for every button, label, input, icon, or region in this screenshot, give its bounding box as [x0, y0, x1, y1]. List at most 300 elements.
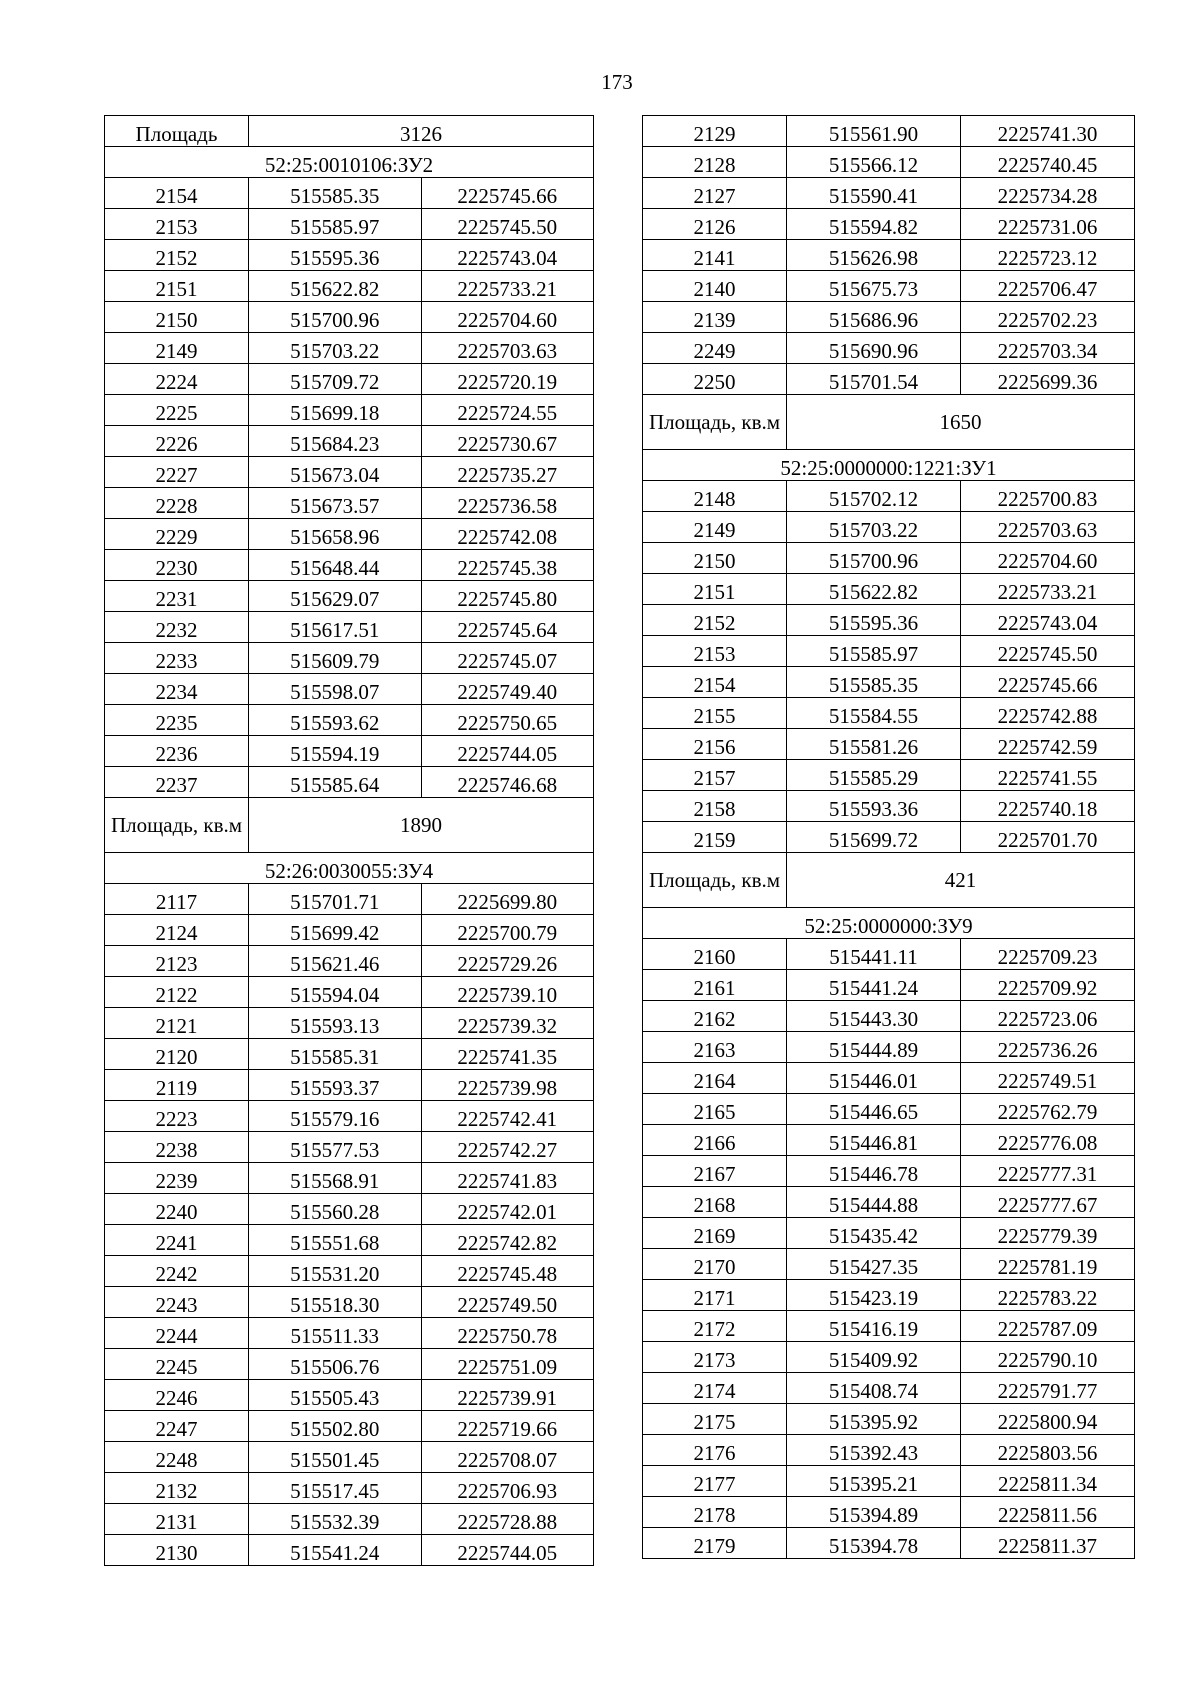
x-coordinate-cell: 515590.41	[787, 178, 961, 209]
x-coordinate-cell: 515622.82	[787, 574, 961, 605]
point-row	[643, 574, 1135, 605]
x-coordinate-cell: 515598.07	[249, 674, 422, 705]
point-number-cell: 2178	[643, 1497, 787, 1528]
point-number-cell: 2132	[105, 1473, 249, 1504]
x-coordinate-cell: 515435.42	[787, 1218, 961, 1249]
point-row	[105, 1132, 594, 1163]
x-coordinate-cell: 515690.96	[787, 333, 961, 364]
y-coordinate-cell: 2225750.65	[421, 705, 594, 736]
point-number-cell: 2131	[105, 1504, 249, 1535]
x-coordinate-cell: 515622.82	[249, 271, 422, 302]
point-row	[105, 674, 594, 705]
y-coordinate-cell: 2225739.10	[421, 977, 594, 1008]
point-number-cell: 2123	[105, 946, 249, 977]
x-coordinate-cell: 515701.54	[787, 364, 961, 395]
x-coordinate-cell: 515518.30	[249, 1287, 422, 1318]
x-coordinate-cell: 515585.97	[787, 636, 961, 667]
right-table-body	[643, 116, 1135, 1559]
area-label-cell: Площадь, кв.м	[643, 853, 787, 908]
x-coordinate-cell: 515394.89	[787, 1497, 961, 1528]
point-number-cell: 2172	[643, 1311, 787, 1342]
x-coordinate-cell: 515626.98	[787, 240, 961, 271]
y-coordinate-cell: 2225702.23	[961, 302, 1135, 333]
y-coordinate-cell: 2225723.12	[961, 240, 1135, 271]
x-coordinate-cell: 515511.33	[249, 1318, 422, 1349]
x-coordinate-cell: 515684.23	[249, 426, 422, 457]
y-coordinate-cell: 2225742.08	[421, 519, 594, 550]
x-coordinate-cell: 515593.36	[787, 791, 961, 822]
point-row	[105, 1318, 594, 1349]
y-coordinate-cell: 2225708.07	[421, 1442, 594, 1473]
y-coordinate-cell: 2225709.23	[961, 939, 1135, 970]
point-number-cell: 2232	[105, 612, 249, 643]
x-coordinate-cell: 515648.44	[249, 550, 422, 581]
y-coordinate-cell: 2225703.34	[961, 333, 1135, 364]
x-coordinate-cell: 515579.16	[249, 1101, 422, 1132]
x-coordinate-cell: 515699.42	[249, 915, 422, 946]
parcel-header-row	[643, 450, 1135, 481]
y-coordinate-cell: 2225749.50	[421, 1287, 594, 1318]
point-row	[643, 1063, 1135, 1094]
point-row	[105, 550, 594, 581]
area-value-cell: 1890	[249, 798, 594, 853]
left-table-body	[105, 116, 594, 1566]
area-label-cell: Площадь, кв.м	[643, 395, 787, 450]
point-row	[643, 939, 1135, 970]
point-number-cell: 2157	[643, 760, 787, 791]
point-row	[643, 1032, 1135, 1063]
point-row	[643, 1311, 1135, 1342]
point-number-cell: 2245	[105, 1349, 249, 1380]
x-coordinate-cell: 515395.21	[787, 1466, 961, 1497]
y-coordinate-cell: 2225709.92	[961, 970, 1135, 1001]
point-number-cell: 2158	[643, 791, 787, 822]
point-number-cell: 2151	[643, 574, 787, 605]
y-coordinate-cell: 2225742.88	[961, 698, 1135, 729]
point-row	[105, 612, 594, 643]
x-coordinate-cell: 515593.37	[249, 1070, 422, 1101]
point-row	[643, 791, 1135, 822]
point-number-cell: 2156	[643, 729, 787, 760]
x-coordinate-cell: 515585.35	[787, 667, 961, 698]
point-number-cell: 2124	[105, 915, 249, 946]
x-coordinate-cell: 515416.19	[787, 1311, 961, 1342]
point-number-cell: 2227	[105, 457, 249, 488]
point-row	[643, 1218, 1135, 1249]
y-coordinate-cell: 2225745.66	[961, 667, 1135, 698]
point-row	[643, 364, 1135, 395]
y-coordinate-cell: 2225746.68	[421, 767, 594, 798]
y-coordinate-cell: 2225736.26	[961, 1032, 1135, 1063]
x-coordinate-cell: 515673.04	[249, 457, 422, 488]
point-row	[643, 240, 1135, 271]
point-row	[643, 760, 1135, 791]
point-number-cell: 2168	[643, 1187, 787, 1218]
x-coordinate-cell: 515686.96	[787, 302, 961, 333]
y-coordinate-cell: 2225811.37	[961, 1528, 1135, 1559]
x-coordinate-cell: 515551.68	[249, 1225, 422, 1256]
x-coordinate-cell: 515585.97	[249, 209, 422, 240]
point-number-cell: 2160	[643, 939, 787, 970]
point-row	[105, 209, 594, 240]
area-label-cell: Площадь, кв.м	[105, 798, 249, 853]
area-row	[105, 798, 594, 853]
y-coordinate-cell: 2225700.79	[421, 915, 594, 946]
area-value-cell: 1650	[787, 395, 1135, 450]
y-coordinate-cell: 2225731.06	[961, 209, 1135, 240]
y-coordinate-cell: 2225735.27	[421, 457, 594, 488]
x-coordinate-cell: 515699.72	[787, 822, 961, 853]
y-coordinate-cell: 2225729.26	[421, 946, 594, 977]
x-coordinate-cell: 515585.31	[249, 1039, 422, 1070]
point-row	[105, 1163, 594, 1194]
y-coordinate-cell: 2225777.67	[961, 1187, 1135, 1218]
point-number-cell: 2129	[643, 116, 787, 147]
point-number-cell: 2238	[105, 1132, 249, 1163]
y-coordinate-cell: 2225800.94	[961, 1404, 1135, 1435]
point-number-cell: 2149	[643, 512, 787, 543]
y-coordinate-cell: 2225811.34	[961, 1466, 1135, 1497]
y-coordinate-cell: 2225699.80	[421, 884, 594, 915]
y-coordinate-cell: 2225762.79	[961, 1094, 1135, 1125]
point-number-cell: 2161	[643, 970, 787, 1001]
point-row	[643, 729, 1135, 760]
y-coordinate-cell: 2225744.05	[421, 1535, 594, 1566]
point-number-cell: 2152	[643, 605, 787, 636]
area-row	[105, 116, 594, 147]
y-coordinate-cell: 2225742.27	[421, 1132, 594, 1163]
x-coordinate-cell: 515577.53	[249, 1132, 422, 1163]
point-number-cell: 2237	[105, 767, 249, 798]
y-coordinate-cell: 2225790.10	[961, 1342, 1135, 1373]
coordinates-table-left	[104, 115, 594, 1566]
x-coordinate-cell: 515423.19	[787, 1280, 961, 1311]
x-coordinate-cell: 515444.89	[787, 1032, 961, 1063]
x-coordinate-cell: 515609.79	[249, 643, 422, 674]
x-coordinate-cell: 515709.72	[249, 364, 422, 395]
point-row	[643, 333, 1135, 364]
y-coordinate-cell: 2225740.18	[961, 791, 1135, 822]
parcel-header-row	[643, 908, 1135, 939]
x-coordinate-cell: 515594.04	[249, 977, 422, 1008]
x-coordinate-cell: 515408.74	[787, 1373, 961, 1404]
x-coordinate-cell: 515703.22	[787, 512, 961, 543]
y-coordinate-cell: 2225749.51	[961, 1063, 1135, 1094]
y-coordinate-cell: 2225739.91	[421, 1380, 594, 1411]
parcel-cadastral-number: 52:25:0000000:1221:ЗУ1	[643, 450, 1135, 481]
x-coordinate-cell: 515629.07	[249, 581, 422, 612]
y-coordinate-cell: 2225777.31	[961, 1156, 1135, 1187]
x-coordinate-cell: 515594.19	[249, 736, 422, 767]
point-row	[105, 1535, 594, 1566]
point-number-cell: 2154	[105, 178, 249, 209]
point-number-cell: 2162	[643, 1001, 787, 1032]
point-number-cell: 2177	[643, 1466, 787, 1497]
point-row	[105, 1473, 594, 1504]
point-number-cell: 2121	[105, 1008, 249, 1039]
point-number-cell: 2164	[643, 1063, 787, 1094]
parcel-header-row	[105, 853, 594, 884]
x-coordinate-cell: 515541.24	[249, 1535, 422, 1566]
y-coordinate-cell: 2225791.77	[961, 1373, 1135, 1404]
x-coordinate-cell: 515617.51	[249, 612, 422, 643]
point-number-cell: 2151	[105, 271, 249, 302]
point-number-cell: 2126	[643, 209, 787, 240]
point-row	[643, 481, 1135, 512]
y-coordinate-cell: 2225776.08	[961, 1125, 1135, 1156]
point-row	[643, 116, 1135, 147]
y-coordinate-cell: 2225781.19	[961, 1249, 1135, 1280]
point-row	[105, 1039, 594, 1070]
y-coordinate-cell: 2225739.98	[421, 1070, 594, 1101]
y-coordinate-cell: 2225811.56	[961, 1497, 1135, 1528]
point-number-cell: 2231	[105, 581, 249, 612]
y-coordinate-cell: 2225779.39	[961, 1218, 1135, 1249]
point-row	[643, 636, 1135, 667]
point-number-cell: 2239	[105, 1163, 249, 1194]
x-coordinate-cell: 515446.65	[787, 1094, 961, 1125]
x-coordinate-cell: 515506.76	[249, 1349, 422, 1380]
parcel-header-row	[105, 147, 594, 178]
y-coordinate-cell: 2225741.30	[961, 116, 1135, 147]
point-number-cell: 2155	[643, 698, 787, 729]
x-coordinate-cell: 515675.73	[787, 271, 961, 302]
point-row	[643, 512, 1135, 543]
point-number-cell: 2119	[105, 1070, 249, 1101]
point-number-cell: 2228	[105, 488, 249, 519]
y-coordinate-cell: 2225739.32	[421, 1008, 594, 1039]
x-coordinate-cell: 515444.88	[787, 1187, 961, 1218]
point-row	[105, 977, 594, 1008]
y-coordinate-cell: 2225744.05	[421, 736, 594, 767]
x-coordinate-cell: 515584.55	[787, 698, 961, 729]
x-coordinate-cell: 515443.30	[787, 1001, 961, 1032]
x-coordinate-cell: 515566.12	[787, 147, 961, 178]
point-number-cell: 2225	[105, 395, 249, 426]
point-row	[105, 178, 594, 209]
x-coordinate-cell: 515568.91	[249, 1163, 422, 1194]
y-coordinate-cell: 2225742.59	[961, 729, 1135, 760]
page-number: 173	[601, 70, 633, 94]
point-row	[643, 1528, 1135, 1559]
point-number-cell: 2229	[105, 519, 249, 550]
point-row	[643, 147, 1135, 178]
x-coordinate-cell: 515595.36	[787, 605, 961, 636]
point-row	[643, 1280, 1135, 1311]
x-coordinate-cell: 515441.24	[787, 970, 961, 1001]
x-coordinate-cell: 515581.26	[787, 729, 961, 760]
point-number-cell: 2241	[105, 1225, 249, 1256]
point-number-cell: 2246	[105, 1380, 249, 1411]
point-row	[643, 1001, 1135, 1032]
point-number-cell: 2247	[105, 1411, 249, 1442]
point-number-cell: 2174	[643, 1373, 787, 1404]
y-coordinate-cell: 2225733.21	[961, 574, 1135, 605]
y-coordinate-cell: 2225751.09	[421, 1349, 594, 1380]
y-coordinate-cell: 2225745.38	[421, 550, 594, 581]
x-coordinate-cell: 515700.96	[787, 543, 961, 574]
point-row	[643, 667, 1135, 698]
y-coordinate-cell: 2225745.64	[421, 612, 594, 643]
y-coordinate-cell: 2225724.55	[421, 395, 594, 426]
point-row	[105, 1349, 594, 1380]
point-row	[105, 395, 594, 426]
parcel-cadastral-number: 52:25:0000000:ЗУ9	[643, 908, 1135, 939]
x-coordinate-cell: 515531.20	[249, 1256, 422, 1287]
x-coordinate-cell: 515585.29	[787, 760, 961, 791]
point-row	[105, 581, 594, 612]
point-row	[643, 1497, 1135, 1528]
x-coordinate-cell: 515441.11	[787, 939, 961, 970]
point-number-cell: 2250	[643, 364, 787, 395]
x-coordinate-cell: 515699.18	[249, 395, 422, 426]
y-coordinate-cell: 2225701.70	[961, 822, 1135, 853]
point-row	[643, 178, 1135, 209]
point-number-cell: 2230	[105, 550, 249, 581]
point-number-cell: 2179	[643, 1528, 787, 1559]
y-coordinate-cell: 2225742.01	[421, 1194, 594, 1225]
y-coordinate-cell: 2225745.80	[421, 581, 594, 612]
point-number-cell: 2153	[643, 636, 787, 667]
x-coordinate-cell: 515560.28	[249, 1194, 422, 1225]
point-row	[105, 1194, 594, 1225]
point-number-cell: 2223	[105, 1101, 249, 1132]
point-number-cell: 2167	[643, 1156, 787, 1187]
point-number-cell: 2248	[105, 1442, 249, 1473]
point-row	[643, 698, 1135, 729]
point-number-cell: 2176	[643, 1435, 787, 1466]
point-number-cell: 2153	[105, 209, 249, 240]
parcel-cadastral-number: 52:26:0030055:ЗУ4	[105, 853, 594, 884]
area-value-cell: 421	[787, 853, 1135, 908]
x-coordinate-cell: 515394.78	[787, 1528, 961, 1559]
y-coordinate-cell: 2225742.82	[421, 1225, 594, 1256]
point-number-cell: 2127	[643, 178, 787, 209]
point-number-cell: 2148	[643, 481, 787, 512]
point-number-cell: 2226	[105, 426, 249, 457]
x-coordinate-cell: 515505.43	[249, 1380, 422, 1411]
y-coordinate-cell: 2225741.35	[421, 1039, 594, 1070]
x-coordinate-cell: 515673.57	[249, 488, 422, 519]
x-coordinate-cell: 515594.82	[787, 209, 961, 240]
x-coordinate-cell: 515703.22	[249, 333, 422, 364]
point-number-cell: 2163	[643, 1032, 787, 1063]
point-row	[105, 884, 594, 915]
point-number-cell: 2244	[105, 1318, 249, 1349]
point-row	[105, 1256, 594, 1287]
y-coordinate-cell: 2225745.50	[961, 636, 1135, 667]
point-number-cell: 2233	[105, 643, 249, 674]
point-row	[643, 1342, 1135, 1373]
point-number-cell: 2128	[643, 147, 787, 178]
x-coordinate-cell: 515701.71	[249, 884, 422, 915]
x-coordinate-cell: 515409.92	[787, 1342, 961, 1373]
x-coordinate-cell: 515501.45	[249, 1442, 422, 1473]
point-row	[643, 1466, 1135, 1497]
y-coordinate-cell: 2225736.58	[421, 488, 594, 519]
y-coordinate-cell: 2225741.83	[421, 1163, 594, 1194]
y-coordinate-cell: 2225745.07	[421, 643, 594, 674]
point-row	[643, 209, 1135, 240]
x-coordinate-cell: 515702.12	[787, 481, 961, 512]
area-row	[643, 853, 1135, 908]
x-coordinate-cell: 515532.39	[249, 1504, 422, 1535]
point-number-cell: 2130	[105, 1535, 249, 1566]
point-row	[643, 1373, 1135, 1404]
x-coordinate-cell: 515658.96	[249, 519, 422, 550]
y-coordinate-cell: 2225700.83	[961, 481, 1135, 512]
y-coordinate-cell: 2225740.45	[961, 147, 1135, 178]
point-row	[643, 1125, 1135, 1156]
area-row	[643, 395, 1135, 450]
point-row	[105, 1287, 594, 1318]
y-coordinate-cell: 2225730.67	[421, 426, 594, 457]
point-row	[643, 271, 1135, 302]
point-number-cell: 2149	[105, 333, 249, 364]
point-row	[105, 946, 594, 977]
point-number-cell: 2242	[105, 1256, 249, 1287]
y-coordinate-cell: 2225745.50	[421, 209, 594, 240]
point-row	[105, 1070, 594, 1101]
x-coordinate-cell: 515593.13	[249, 1008, 422, 1039]
point-row	[105, 1504, 594, 1535]
y-coordinate-cell: 2225750.78	[421, 1318, 594, 1349]
y-coordinate-cell: 2225706.47	[961, 271, 1135, 302]
x-coordinate-cell: 515517.45	[249, 1473, 422, 1504]
point-row	[105, 736, 594, 767]
point-row	[643, 1094, 1135, 1125]
area-value-cell: 3126	[249, 116, 594, 147]
y-coordinate-cell: 2225719.66	[421, 1411, 594, 1442]
point-number-cell: 2150	[643, 543, 787, 574]
point-row	[105, 240, 594, 271]
point-row	[105, 302, 594, 333]
point-number-cell: 2122	[105, 977, 249, 1008]
point-row	[643, 302, 1135, 333]
x-coordinate-cell: 515585.35	[249, 178, 422, 209]
y-coordinate-cell: 2225728.88	[421, 1504, 594, 1535]
y-coordinate-cell: 2225803.56	[961, 1435, 1135, 1466]
point-number-cell: 2150	[105, 302, 249, 333]
y-coordinate-cell: 2225787.09	[961, 1311, 1135, 1342]
point-row	[105, 915, 594, 946]
point-number-cell: 2140	[643, 271, 787, 302]
coordinates-table-right	[642, 115, 1135, 1559]
point-number-cell: 2165	[643, 1094, 787, 1125]
point-row	[105, 488, 594, 519]
y-coordinate-cell: 2225734.28	[961, 178, 1135, 209]
point-number-cell: 2249	[643, 333, 787, 364]
point-row	[105, 364, 594, 395]
point-row	[643, 822, 1135, 853]
parcel-cadastral-number: 52:25:0010106:ЗУ2	[105, 147, 594, 178]
point-row	[105, 271, 594, 302]
y-coordinate-cell: 2225699.36	[961, 364, 1135, 395]
point-row	[105, 1411, 594, 1442]
point-row	[105, 705, 594, 736]
y-coordinate-cell: 2225706.93	[421, 1473, 594, 1504]
y-coordinate-cell: 2225742.41	[421, 1101, 594, 1132]
point-number-cell: 2243	[105, 1287, 249, 1318]
point-row	[105, 643, 594, 674]
point-row	[105, 519, 594, 550]
y-coordinate-cell: 2225749.40	[421, 674, 594, 705]
y-coordinate-cell: 2225704.60	[421, 302, 594, 333]
y-coordinate-cell: 2225745.66	[421, 178, 594, 209]
y-coordinate-cell: 2225703.63	[961, 512, 1135, 543]
point-row	[643, 1435, 1135, 1466]
x-coordinate-cell: 515585.64	[249, 767, 422, 798]
